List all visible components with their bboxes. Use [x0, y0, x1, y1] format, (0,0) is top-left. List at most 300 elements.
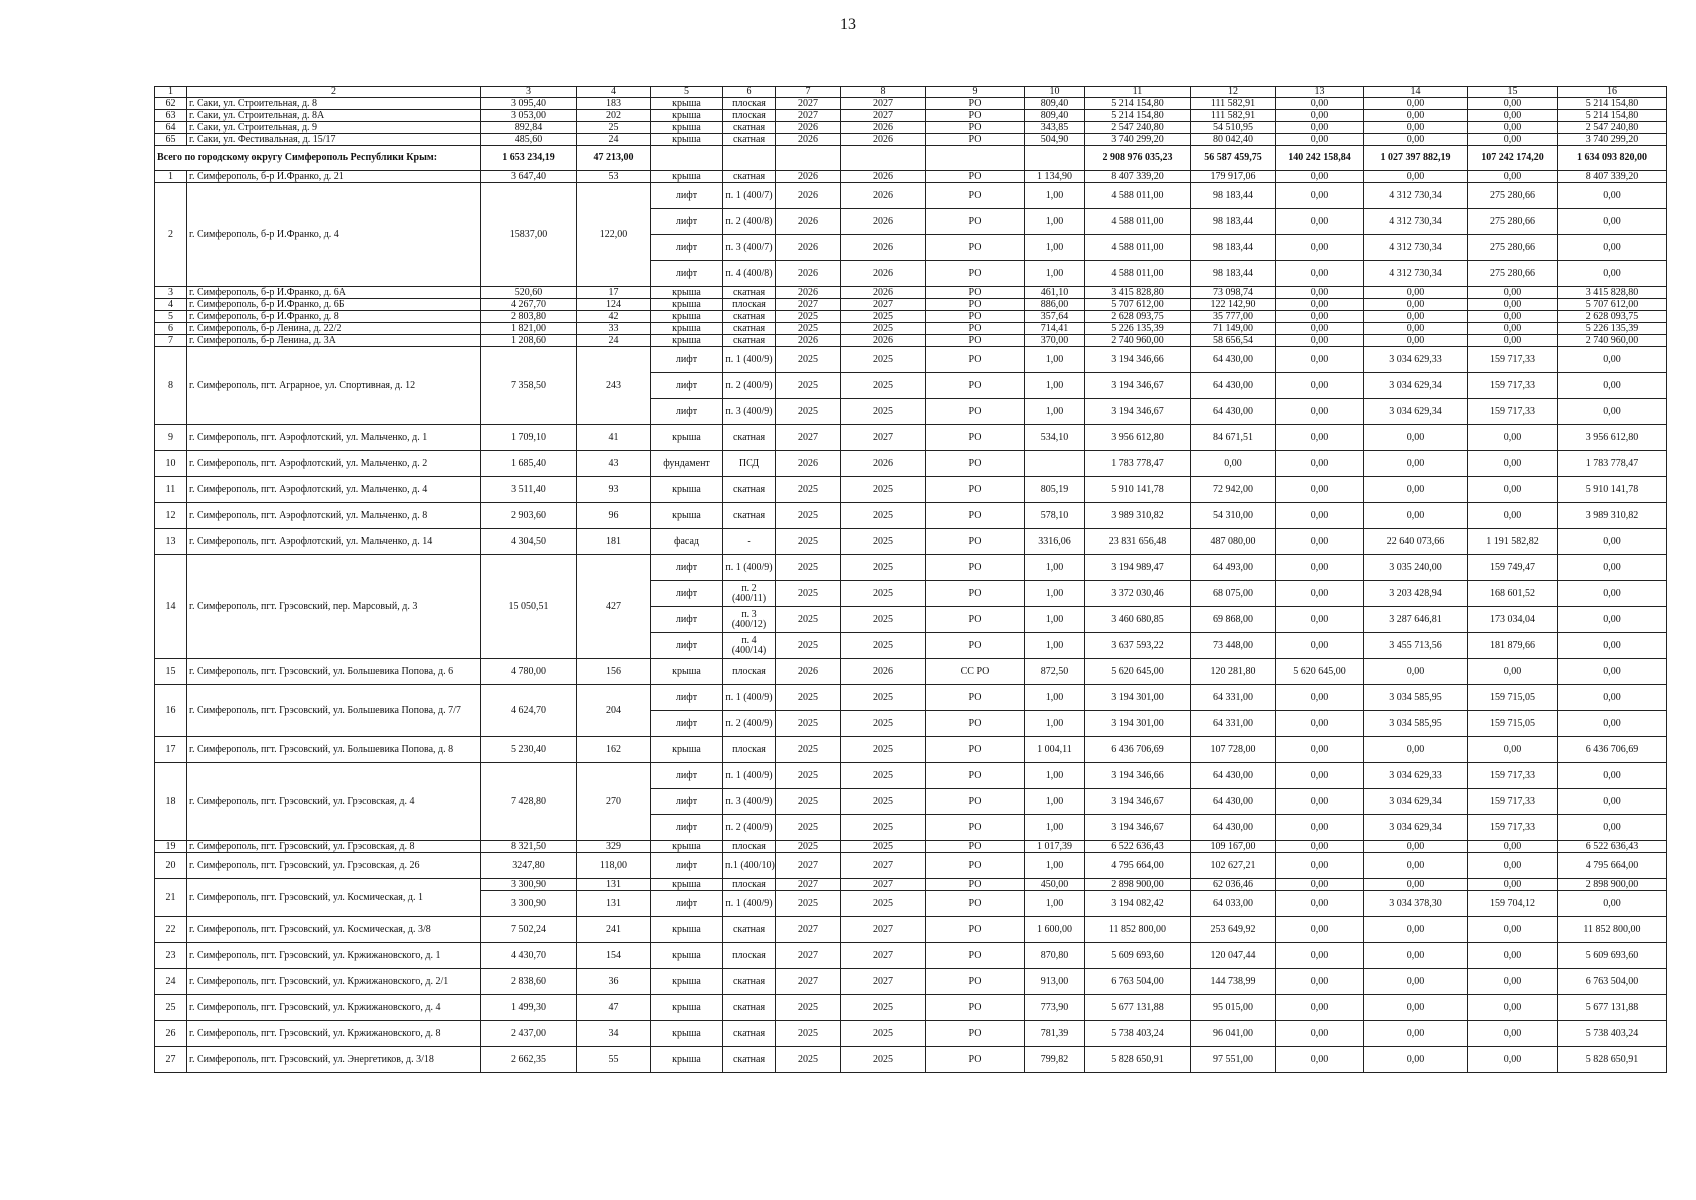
table-row: [155, 969, 1667, 995]
table-cell: 3 989 310,82: [1558, 503, 1667, 529]
table-cell: 2025: [841, 555, 926, 581]
table-row: [155, 299, 1667, 311]
table-cell: РО: [926, 633, 1025, 659]
table-cell: РО: [926, 261, 1025, 287]
table-cell: 2025: [776, 685, 841, 711]
table-cell: 2025: [841, 891, 926, 917]
table-cell: 5 609 693,60: [1558, 943, 1667, 969]
table-cell: 2025: [776, 841, 841, 853]
table-cell: 2025: [841, 1021, 926, 1047]
table-cell: 5 828 650,91: [1558, 1047, 1667, 1073]
table-cell: 5 620 645,00: [1276, 659, 1364, 685]
table-cell: 2027: [841, 299, 926, 311]
table-cell: 0,00: [1276, 711, 1364, 737]
table-cell: 0,00: [1364, 451, 1468, 477]
table-cell: 6: [155, 323, 187, 335]
table-cell: 21: [155, 879, 187, 917]
table-cell: 5: [155, 311, 187, 323]
table-cell: РО: [926, 323, 1025, 335]
table-cell: 275 280,66: [1468, 261, 1558, 287]
table-cell: 3 194 082,42: [1085, 891, 1191, 917]
total-value: 1 634 093 820,00: [1558, 146, 1667, 171]
table-cell: 241: [577, 917, 651, 943]
table-cell: п. 1 (400/9): [723, 763, 776, 789]
table-row: [155, 917, 1667, 943]
table-cell: 2027: [841, 879, 926, 891]
table-cell: 0,00: [1191, 451, 1276, 477]
table-cell: 450,00: [1025, 879, 1085, 891]
table-cell: 26: [155, 1021, 187, 1047]
table-cell: 4 588 011,00: [1085, 183, 1191, 209]
table-cell: 1 004,11: [1025, 737, 1085, 763]
column-number-cell: 6: [723, 87, 776, 98]
table-cell: 7 358,50: [481, 347, 577, 425]
table-cell: крыша: [651, 134, 723, 146]
table-cell: 1 783 778,47: [1085, 451, 1191, 477]
table-cell: 62: [155, 98, 187, 110]
table-cell: 0,00: [1276, 529, 1364, 555]
table-cell: п. 2 (400/9): [723, 815, 776, 841]
table-cell: крыша: [651, 477, 723, 503]
table-cell: 0,00: [1364, 98, 1468, 110]
table-cell: 0,00: [1558, 529, 1667, 555]
table-cell: 1 685,40: [481, 451, 577, 477]
table-cell: 1,00: [1025, 815, 1085, 841]
table-cell: плоская: [723, 879, 776, 891]
address-cell: г. Симферополь, пгт. Грэсовский, ул. Грэсовская, д. 8: [187, 841, 481, 853]
table-cell: 4 304,50: [481, 529, 577, 555]
table-cell: 2 437,00: [481, 1021, 577, 1047]
table-cell: 0,00: [1364, 917, 1468, 943]
table-cell: РО: [926, 373, 1025, 399]
table-row: [155, 1047, 1667, 1073]
table-row: [155, 763, 1667, 789]
table-cell: крыша: [651, 98, 723, 110]
total-label: Всего по городскому округу Симферополь Республики Крым:: [155, 146, 481, 171]
table-cell: 72 942,00: [1191, 477, 1276, 503]
table-cell: РО: [926, 1021, 1025, 1047]
table-cell: РО: [926, 287, 1025, 299]
table-cell: 2025: [841, 607, 926, 633]
table-cell: плоская: [723, 737, 776, 763]
table-cell: 3 194 301,00: [1085, 711, 1191, 737]
address-cell: г. Симферополь, б-р Ленина, д. 22/2: [187, 323, 481, 335]
table-cell: 0,00: [1364, 969, 1468, 995]
table-cell: 5 677 131,88: [1558, 995, 1667, 1021]
table-cell: РО: [926, 209, 1025, 235]
table-cell: 0,00: [1276, 969, 1364, 995]
address-cell: г. Симферополь, б-р И.Франко, д. 4: [187, 183, 481, 287]
table-cell: п. 1 (400/9): [723, 891, 776, 917]
table-cell: 3 194 346,66: [1085, 347, 1191, 373]
table-cell: 3 034 585,95: [1364, 711, 1468, 737]
table-cell: лифт: [651, 789, 723, 815]
table-cell: РО: [926, 815, 1025, 841]
table-cell: 4 430,70: [481, 943, 577, 969]
table-cell: 0,00: [1364, 943, 1468, 969]
table-cell: крыша: [651, 1021, 723, 1047]
table-cell: 64: [155, 122, 187, 134]
table-cell: 0,00: [1276, 451, 1364, 477]
table-cell: [1025, 146, 1085, 171]
table-cell: 2 803,80: [481, 311, 577, 323]
column-number-cell: 15: [1468, 87, 1558, 98]
table-cell: лифт: [651, 209, 723, 235]
table-cell: РО: [926, 607, 1025, 633]
table-cell: лифт: [651, 853, 723, 879]
table-cell: РО: [926, 555, 1025, 581]
table-cell: 0,00: [1364, 879, 1468, 891]
table-cell: 84 671,51: [1191, 425, 1276, 451]
table-cell: 5 214 154,80: [1558, 98, 1667, 110]
table-cell: 2025: [841, 995, 926, 1021]
address-cell: г. Симферополь, пгт. Грэсовский, ул. Кржижановского, д. 2/1: [187, 969, 481, 995]
table-cell: фасад: [651, 529, 723, 555]
table-cell: 0,00: [1276, 399, 1364, 425]
table-cell: 4 588 011,00: [1085, 235, 1191, 261]
table-cell: 122 142,90: [1191, 299, 1276, 311]
table-cell: 53: [577, 171, 651, 183]
address-cell: г. Симферополь, пгт. Аэрофлотский, ул. Мальченко, д. 8: [187, 503, 481, 529]
table-cell: 3 034 629,34: [1364, 399, 1468, 425]
table-cell: 0,00: [1468, 451, 1558, 477]
table-cell: скатная: [723, 335, 776, 347]
table-cell: 872,50: [1025, 659, 1085, 685]
table-cell: скатная: [723, 477, 776, 503]
table-cell: 2025: [776, 529, 841, 555]
table-cell: 2027: [776, 853, 841, 879]
table-cell: 98 183,44: [1191, 261, 1276, 287]
table-cell: 3 300,90: [481, 891, 577, 917]
table-cell: 3 287 646,81: [1364, 607, 1468, 633]
table-cell: РО: [926, 134, 1025, 146]
table-cell: 5 910 141,78: [1085, 477, 1191, 503]
table-cell: крыша: [651, 287, 723, 299]
table-cell: 13: [155, 529, 187, 555]
table-cell: РО: [926, 581, 1025, 607]
table-cell: 2025: [776, 373, 841, 399]
table-cell: 0,00: [1558, 183, 1667, 209]
table-cell: 2025: [841, 581, 926, 607]
table-cell: 2 838,60: [481, 969, 577, 995]
table-row: [155, 122, 1667, 134]
table-cell: РО: [926, 879, 1025, 891]
table-cell: п.1 (400/10): [723, 853, 776, 879]
table-cell: 0,00: [1276, 425, 1364, 451]
table-cell: 124: [577, 299, 651, 311]
table-cell: лифт: [651, 183, 723, 209]
table-cell: РО: [926, 789, 1025, 815]
column-number-cell: 10: [1025, 87, 1085, 98]
table-cell: 6 522 636,43: [1558, 841, 1667, 853]
table-cell: 159 704,12: [1468, 891, 1558, 917]
table-cell: 64 033,00: [1191, 891, 1276, 917]
table-cell: 5 226 135,39: [1558, 323, 1667, 335]
address-cell: г. Симферополь, пгт. Грэсовский, ул. Грэсовская, д. 4: [187, 763, 481, 841]
table-cell: лифт: [651, 399, 723, 425]
table-cell: 2027: [841, 969, 926, 995]
address-cell: г. Саки, ул. Фестивальная, д. 15/17: [187, 134, 481, 146]
table-cell: 2 547 240,80: [1085, 122, 1191, 134]
table-cell: РО: [926, 399, 1025, 425]
table-cell: РО: [926, 311, 1025, 323]
table-cell: 2025: [841, 633, 926, 659]
column-number-cell: 8: [841, 87, 926, 98]
table-cell: 1,00: [1025, 763, 1085, 789]
table-cell: плоская: [723, 841, 776, 853]
table-cell: 243: [577, 347, 651, 425]
table-cell: 504,90: [1025, 134, 1085, 146]
table-cell: 2025: [776, 711, 841, 737]
table-cell: 2025: [841, 789, 926, 815]
table-cell: 7 502,24: [481, 917, 577, 943]
table-cell: 0,00: [1468, 425, 1558, 451]
table-cell: крыша: [651, 917, 723, 943]
table-cell: 120 047,44: [1191, 943, 1276, 969]
table-row: [155, 183, 1667, 209]
table-cell: скатная: [723, 969, 776, 995]
table-cell: 1 499,30: [481, 995, 577, 1021]
column-number-cell: 11: [1085, 87, 1191, 98]
address-cell: г. Симферополь, пгт. Грэсовский, ул. Кржижановского, д. 8: [187, 1021, 481, 1047]
table-row: [155, 311, 1667, 323]
table-cell: п. 1 (400/9): [723, 347, 776, 373]
table-row: [155, 841, 1667, 853]
table-cell: 357,64: [1025, 311, 1085, 323]
table-cell: п. 2 (400/9): [723, 711, 776, 737]
table-cell: 0,00: [1468, 110, 1558, 122]
table-cell: 0,00: [1468, 299, 1558, 311]
table-cell: 3 194 346,67: [1085, 789, 1191, 815]
table-cell: 2025: [841, 685, 926, 711]
table-cell: 0,00: [1276, 763, 1364, 789]
table-cell: 24: [155, 969, 187, 995]
table-cell: 131: [577, 879, 651, 891]
table-cell: 0,00: [1364, 134, 1468, 146]
table-cell: 0,00: [1364, 299, 1468, 311]
table-cell: п. 2 (400/8): [723, 209, 776, 235]
table-cell: 8 321,50: [481, 841, 577, 853]
table-cell: 2026: [776, 171, 841, 183]
table-cell: 0,00: [1276, 1021, 1364, 1047]
table-cell: 809,40: [1025, 98, 1085, 110]
table-cell: РО: [926, 737, 1025, 763]
table-cell: 0,00: [1276, 287, 1364, 299]
table-cell: п. 1 (400/9): [723, 555, 776, 581]
table-cell: п. 3 (400/9): [723, 789, 776, 815]
table-cell: п. 1 (400/9): [723, 685, 776, 711]
table-cell: 58 656,54: [1191, 335, 1276, 347]
table-cell: 2025: [776, 323, 841, 335]
table-cell: крыша: [651, 879, 723, 891]
table-cell: 3 203 428,94: [1364, 581, 1468, 607]
table-cell: 2027: [776, 299, 841, 311]
table-cell: 3 194 346,67: [1085, 815, 1191, 841]
table-cell: 71 149,00: [1191, 323, 1276, 335]
table-cell: скатная: [723, 287, 776, 299]
table-cell: 0,00: [1468, 841, 1558, 853]
table-cell: 118,00: [577, 853, 651, 879]
table-cell: 520,60: [481, 287, 577, 299]
table-cell: 5 677 131,88: [1085, 995, 1191, 1021]
column-number-cell: 5: [651, 87, 723, 98]
table-cell: 4 795 664,00: [1085, 853, 1191, 879]
table-cell: 329: [577, 841, 651, 853]
table-cell: 122,00: [577, 183, 651, 287]
address-cell: г. Симферополь, пгт. Грэсовский, ул. Энергетиков, д. 3/18: [187, 1047, 481, 1073]
table-cell: 0,00: [1276, 373, 1364, 399]
table-cell: 54 310,00: [1191, 503, 1276, 529]
table-cell: 5 214 154,80: [1085, 110, 1191, 122]
table-cell: 24: [577, 134, 651, 146]
table-row: [155, 503, 1667, 529]
table-cell: 3 372 030,46: [1085, 581, 1191, 607]
table-cell: п. 1 (400/7): [723, 183, 776, 209]
table-cell: 183: [577, 98, 651, 110]
table-cell: 3 053,00: [481, 110, 577, 122]
table-cell: 8: [155, 347, 187, 425]
table-cell: 0,00: [1276, 110, 1364, 122]
table-cell: 64 430,00: [1191, 789, 1276, 815]
table-cell: РО: [926, 853, 1025, 879]
table-cell: РО: [926, 891, 1025, 917]
table-cell: 0,00: [1364, 1047, 1468, 1073]
table-cell: 3 194 346,67: [1085, 373, 1191, 399]
table-cell: скатная: [723, 503, 776, 529]
table-cell: 4 312 730,34: [1364, 183, 1468, 209]
table-cell: крыша: [651, 737, 723, 763]
table-cell: 0,00: [1276, 299, 1364, 311]
table-cell: 3 956 612,80: [1085, 425, 1191, 451]
table-cell: 17: [577, 287, 651, 299]
table-cell: 0,00: [1276, 633, 1364, 659]
table-cell: 461,10: [1025, 287, 1085, 299]
table-cell: 2025: [776, 477, 841, 503]
table-cell: 275 280,66: [1468, 235, 1558, 261]
table-row: [155, 685, 1667, 711]
total-area: 1 653 234,19: [481, 146, 577, 171]
table-cell: РО: [926, 335, 1025, 347]
table-cell: 96 041,00: [1191, 1021, 1276, 1047]
table-cell: 6 436 706,69: [1558, 737, 1667, 763]
table-row: [155, 323, 1667, 335]
table-cell: 0,00: [1276, 995, 1364, 1021]
table-cell: 0,00: [1364, 323, 1468, 335]
table-cell: 3 740 299,20: [1558, 134, 1667, 146]
table-cell: лифт: [651, 633, 723, 659]
table-cell: 73 448,00: [1191, 633, 1276, 659]
table-cell: [776, 146, 841, 171]
table-cell: 2026: [776, 209, 841, 235]
table-cell: 2025: [841, 503, 926, 529]
table-cell: 109 167,00: [1191, 841, 1276, 853]
capital-repair-table-container: [154, 86, 1667, 1073]
table-cell: 0,00: [1468, 995, 1558, 1021]
table-cell: 2026: [776, 134, 841, 146]
table-cell: 0,00: [1558, 235, 1667, 261]
table-cell: крыша: [651, 659, 723, 685]
table-cell: 0,00: [1276, 98, 1364, 110]
table-cell: 3 194 346,66: [1085, 763, 1191, 789]
table-cell: 2025: [776, 789, 841, 815]
table-cell: 2 628 093,75: [1558, 311, 1667, 323]
table-cell: 0,00: [1276, 841, 1364, 853]
table-cell: 0,00: [1276, 685, 1364, 711]
table-cell: 5 226 135,39: [1085, 323, 1191, 335]
table-cell: 0,00: [1276, 209, 1364, 235]
table-cell: 781,39: [1025, 1021, 1085, 1047]
table-cell: 253 649,92: [1191, 917, 1276, 943]
table-cell: 886,00: [1025, 299, 1085, 311]
table-cell: 3 989 310,82: [1085, 503, 1191, 529]
table-cell: 714,41: [1025, 323, 1085, 335]
table-cell: 3 956 612,80: [1558, 425, 1667, 451]
table-cell: 35 777,00: [1191, 311, 1276, 323]
table-cell: 370,00: [1025, 335, 1085, 347]
column-number-cell: 1: [155, 87, 187, 98]
table-cell: 159 717,33: [1468, 347, 1558, 373]
table-cell: 0,00: [1468, 737, 1558, 763]
table-cell: 0,00: [1364, 311, 1468, 323]
table-cell: 578,10: [1025, 503, 1085, 529]
table-cell: 0,00: [1468, 122, 1558, 134]
table-cell: 3 194 301,00: [1085, 685, 1191, 711]
table-cell: 0,00: [1468, 1047, 1558, 1073]
table-cell: 3 034 629,33: [1364, 347, 1468, 373]
table-cell: 0,00: [1468, 917, 1558, 943]
table-cell: 2026: [841, 287, 926, 299]
table-cell: лифт: [651, 711, 723, 737]
table-cell: 2026: [841, 335, 926, 347]
table-cell: 4 312 730,34: [1364, 209, 1468, 235]
table-cell: 15: [155, 659, 187, 685]
table-cell: 487 080,00: [1191, 529, 1276, 555]
address-cell: г. Симферополь, пгт. Аэрофлотский, ул. Мальченко, д. 2: [187, 451, 481, 477]
table-cell: 5 707 612,00: [1085, 299, 1191, 311]
table-cell: плоская: [723, 659, 776, 685]
table-cell: крыша: [651, 995, 723, 1021]
table-cell: скатная: [723, 1021, 776, 1047]
table-cell: 0,00: [1364, 287, 1468, 299]
table-cell: скатная: [723, 171, 776, 183]
table-cell: 3 647,40: [481, 171, 577, 183]
table-row: [155, 853, 1667, 879]
table-cell: 2 662,35: [481, 1047, 577, 1073]
table-cell: 0,00: [1276, 235, 1364, 261]
table-cell: 2026: [776, 261, 841, 287]
table-cell: 159 717,33: [1468, 815, 1558, 841]
table-cell: 1,00: [1025, 711, 1085, 737]
table-cell: 2025: [776, 555, 841, 581]
table-row: [155, 477, 1667, 503]
table-cell: 2026: [841, 261, 926, 287]
table-cell: 2027: [776, 110, 841, 122]
table-cell: 8 407 339,20: [1558, 171, 1667, 183]
table-cell: РО: [926, 529, 1025, 555]
table-cell: 5 828 650,91: [1085, 1047, 1191, 1073]
table-cell: 1,00: [1025, 209, 1085, 235]
table-cell: 0,00: [1276, 335, 1364, 347]
table-cell: 11 852 800,00: [1085, 917, 1191, 943]
table-cell: 4 588 011,00: [1085, 261, 1191, 287]
table-cell: 270: [577, 763, 651, 841]
table-cell: 173 034,04: [1468, 607, 1558, 633]
address-cell: г. Симферополь, пгт. Грэсовский, ул. Грэсовская, д. 26: [187, 853, 481, 879]
table-cell: плоская: [723, 943, 776, 969]
table-cell: 2026: [776, 451, 841, 477]
table-cell: 0,00: [1364, 171, 1468, 183]
table-cell: 2025: [841, 311, 926, 323]
